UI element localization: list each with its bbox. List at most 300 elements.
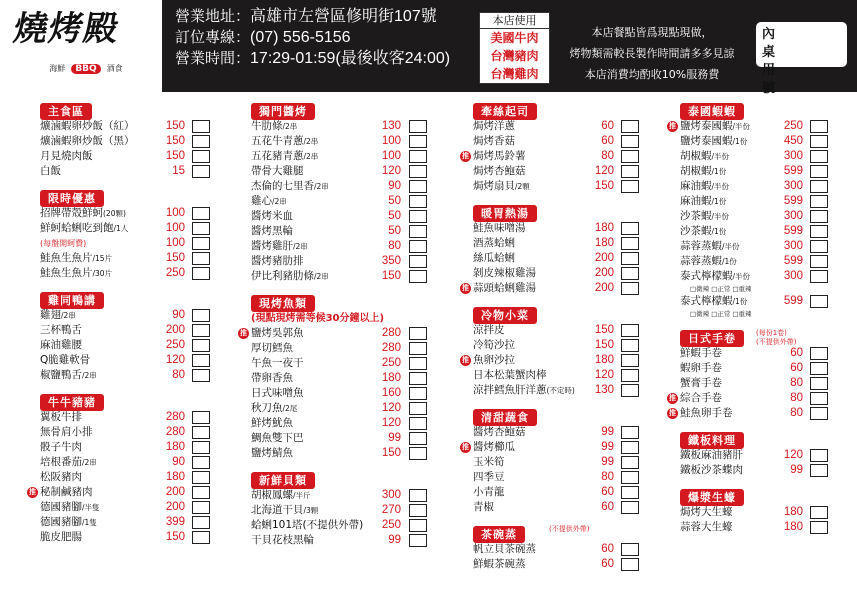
item-price: 250 — [165, 339, 185, 351]
menu-item — [251, 149, 431, 164]
item-name-text: 青椒 — [473, 501, 494, 513]
stamp-line: 台灣豬肉 — [490, 49, 539, 63]
item-name-text: 醬烤豬肋排 — [251, 255, 304, 267]
item-name — [40, 455, 97, 470]
spice-options[interactable]: □微辣 □正常 □重辣 — [690, 310, 752, 318]
logo-tagline — [16, 63, 156, 74]
menu-item — [251, 416, 431, 431]
item-portion: /2串 — [293, 242, 308, 251]
quantity-box[interactable] — [621, 558, 639, 571]
menu-item — [40, 323, 215, 338]
item-price: 80 — [601, 150, 614, 162]
quantity-box[interactable] — [409, 270, 427, 283]
logo-right: 酒食 — [106, 64, 123, 73]
item-name-text: 胡椒蝦 — [680, 165, 712, 177]
quantity-box[interactable] — [810, 210, 828, 223]
quantity-box[interactable] — [621, 456, 639, 469]
menu-item — [473, 134, 643, 149]
menu-item — [40, 368, 215, 383]
menu-item — [680, 194, 832, 209]
item-name — [251, 254, 304, 269]
item-name — [40, 164, 61, 179]
quantity-box[interactable] — [409, 225, 427, 238]
quantity-box[interactable] — [192, 471, 210, 484]
item-name — [473, 338, 515, 353]
section-header — [680, 429, 832, 448]
item-name — [251, 341, 293, 356]
notice-line: 本店餐點皆爲現點現做， — [591, 26, 713, 39]
section-header — [473, 202, 643, 221]
item-name-text: 沙茶蝦 — [680, 225, 712, 237]
quantity-box[interactable] — [192, 339, 210, 352]
item-price: 300 — [783, 240, 803, 252]
category-title: 冷物小菜 — [473, 307, 537, 324]
quantity-box[interactable] — [192, 207, 210, 220]
item-name-text: 五花豬青蔥 — [251, 150, 304, 162]
item-price: 399 — [165, 516, 185, 528]
item-price: 130 — [594, 384, 614, 396]
quantity-box[interactable] — [192, 516, 210, 529]
item-price: 60 — [601, 543, 614, 555]
quantity-box[interactable] — [409, 357, 427, 370]
item-name-text: 綜合手卷 — [680, 392, 722, 404]
quantity-box[interactable] — [409, 327, 427, 340]
item-price: 250 — [381, 519, 401, 531]
item-name-text: 蒜蓉大生蠔 — [680, 521, 733, 533]
item-name — [40, 440, 82, 455]
item-portion: /2串 — [61, 311, 76, 320]
quantity-box[interactable] — [810, 449, 828, 462]
recommended-badge: 推 — [240, 329, 247, 337]
item-price: 100 — [165, 222, 185, 234]
menu-item — [251, 503, 431, 518]
quantity-box[interactable] — [810, 240, 828, 253]
section-header — [473, 304, 643, 323]
quantity-box[interactable] — [810, 270, 828, 283]
menu-item — [462, 149, 643, 164]
item-name-text: 伊比利豬肋條 — [251, 270, 314, 282]
section-gap — [680, 478, 832, 486]
item-portion: /2尾 — [282, 404, 298, 413]
quantity-box[interactable] — [621, 426, 639, 439]
item-price: 90 — [172, 309, 185, 321]
quantity-box[interactable] — [192, 441, 210, 454]
item-price: 300 — [783, 270, 803, 282]
item-name-text: 焗烤洋蔥 — [473, 120, 515, 132]
phone-number: (07) 556-5156 — [250, 29, 351, 46]
menu-item — [473, 485, 643, 500]
spice-options[interactable]: □微辣 □正常 □重辣 — [690, 285, 752, 293]
quantity-box[interactable] — [192, 486, 210, 499]
item-portion: /2串 — [314, 182, 329, 191]
menu-item — [251, 371, 431, 386]
item-name-text: 鹽烤泰國蝦 — [680, 135, 733, 147]
notice-line: 本店消費均酌收10%服務費 — [584, 68, 720, 81]
quantity-box[interactable] — [621, 324, 639, 337]
item-name-text: 帶卵香魚 — [251, 372, 293, 384]
quantity-box[interactable] — [621, 120, 639, 133]
quantity-box[interactable] — [409, 489, 427, 502]
item-price: 150 — [165, 120, 185, 132]
quantity-box[interactable] — [409, 180, 427, 193]
menu-item — [680, 134, 832, 149]
menu-item — [680, 520, 832, 535]
quantity-box[interactable] — [409, 135, 427, 148]
item-name-text: 胡椒鳳螺 — [251, 489, 293, 501]
category-title: 新鮮貝類 — [251, 472, 315, 489]
menu-item — [680, 209, 832, 224]
item-name — [473, 179, 530, 194]
item-name-text: 醬烤米血 — [251, 210, 293, 222]
item-price: 99 — [601, 456, 614, 468]
item-price: 150 — [165, 252, 185, 264]
quantity-box[interactable] — [621, 486, 639, 499]
section-header — [680, 327, 832, 346]
item-price: 180 — [594, 354, 614, 366]
item-name-text: 鮭魚生魚片 — [40, 252, 93, 264]
item-price: 99 — [601, 441, 614, 453]
menu-item — [680, 179, 832, 194]
item-portion: /1隻 — [82, 518, 97, 527]
item-name — [473, 236, 515, 251]
item-name-text: 雞翅 — [40, 309, 61, 321]
item-price: 180 — [381, 372, 401, 384]
menu-item — [40, 353, 215, 368]
item-name — [251, 533, 314, 548]
category-title: 日式手卷 — [680, 330, 744, 347]
item-name-text: 三杯鴨舌 — [40, 324, 82, 336]
item-name — [473, 485, 505, 500]
item-name — [40, 221, 128, 236]
item-price: 300 — [783, 150, 803, 162]
section-gap — [40, 281, 215, 289]
item-name-text: 蟹膏手卷 — [680, 377, 722, 389]
item-price: 130 — [381, 120, 401, 132]
quantity-box[interactable] — [810, 165, 828, 178]
quantity-box[interactable] — [621, 543, 639, 556]
quantity-box[interactable] — [192, 135, 210, 148]
quantity-box[interactable] — [621, 237, 639, 250]
item-price: 100 — [165, 237, 185, 249]
item-name-text: 沙茶蝦 — [680, 210, 712, 222]
menu-item — [40, 134, 215, 149]
quantity-box[interactable] — [810, 407, 828, 420]
quantity-box[interactable] — [810, 295, 828, 308]
item-name — [251, 239, 308, 254]
quantity-box[interactable] — [810, 464, 828, 477]
item-name — [680, 119, 750, 134]
section-gap — [473, 398, 643, 406]
quantity-box[interactable] — [409, 387, 427, 400]
item-name — [473, 542, 536, 557]
item-name-text: 無骨肩小排 — [40, 426, 93, 438]
item-portion: (不定時) — [546, 386, 575, 395]
item-name — [251, 356, 304, 371]
quantity-box[interactable] — [192, 369, 210, 382]
quantity-box[interactable] — [810, 347, 828, 360]
menu-item — [473, 236, 643, 251]
item-name — [251, 488, 311, 503]
item-name-text: 秋刀魚 — [251, 402, 283, 414]
quantity-box[interactable] — [409, 195, 427, 208]
item-price: 250 — [165, 267, 185, 279]
category-title: 現烤魚類 — [251, 295, 315, 312]
quantity-box[interactable] — [192, 531, 210, 544]
menu-item — [680, 361, 832, 376]
item-name — [473, 323, 505, 338]
section-header — [473, 523, 643, 542]
menu-item — [473, 119, 643, 134]
item-portion: /1份 — [722, 257, 737, 266]
section-gap — [473, 194, 643, 202]
recommended-badge: 推 — [462, 284, 469, 292]
section-gap — [251, 284, 431, 292]
quantity-box[interactable] — [810, 180, 828, 193]
item-price: 270 — [381, 504, 401, 516]
menu-item — [251, 239, 431, 254]
stamp-line: 台灣雞肉 — [490, 67, 539, 81]
item-portion: /2串 — [303, 137, 319, 146]
quantity-box[interactable] — [192, 222, 210, 235]
quantity-box[interactable] — [810, 506, 828, 519]
item-name-text: 剝皮辣椒雞湯 — [473, 267, 536, 279]
item-price: 90 — [388, 180, 401, 192]
recommended-badge: 推 — [462, 152, 469, 160]
table-number-box[interactable] — [756, 22, 847, 96]
quantity-box[interactable] — [810, 195, 828, 208]
quantity-box[interactable] — [409, 210, 427, 223]
quantity-box[interactable] — [192, 309, 210, 322]
quantity-box[interactable] — [192, 456, 210, 469]
item-name — [40, 530, 82, 545]
item-name — [40, 515, 97, 530]
item-name — [473, 500, 494, 515]
quantity-box[interactable] — [621, 354, 639, 367]
item-name-text: 絲瓜蛤蜊 — [473, 252, 515, 264]
item-price: 120 — [381, 417, 401, 429]
quantity-box[interactable] — [409, 504, 427, 517]
quantity-box[interactable] — [409, 165, 427, 178]
item-portion: /2串 — [282, 122, 298, 131]
item-name-text: 泰式檸檬蝦 — [680, 295, 733, 307]
quantity-box[interactable] — [810, 362, 828, 375]
menu-item — [40, 470, 215, 485]
item-price: 599 — [783, 295, 803, 307]
quantity-box[interactable] — [192, 426, 210, 439]
quantity-box[interactable] — [409, 432, 427, 445]
item-price: 80 — [601, 471, 614, 483]
quantity-box[interactable] — [192, 501, 210, 514]
menu-item — [251, 401, 431, 416]
quantity-box[interactable] — [192, 267, 210, 280]
menu-item — [40, 221, 215, 236]
item-name — [40, 338, 82, 353]
quantity-box[interactable] — [621, 150, 639, 163]
quantity-box[interactable] — [192, 324, 210, 337]
item-name-text: 脆皮肥腸 — [40, 531, 82, 543]
menu-item — [40, 425, 215, 440]
item-name-text: 鮭魚卵手卷 — [680, 407, 733, 419]
item-price: 599 — [783, 225, 803, 237]
quantity-box[interactable] — [409, 120, 427, 133]
quantity-box[interactable] — [621, 501, 639, 514]
item-portion: /1人 — [113, 224, 129, 233]
quantity-box[interactable] — [409, 342, 427, 355]
quantity-box[interactable] — [409, 372, 427, 385]
quantity-box[interactable] — [192, 252, 210, 265]
item-price: 80 — [790, 377, 803, 389]
item-name — [680, 239, 740, 254]
menu-item — [40, 236, 215, 251]
item-name-text: 蒜蓉蒸蝦 — [680, 255, 722, 267]
item-name-text: 鮭魚味噌湯 — [473, 222, 526, 234]
item-name-text: 酒蒸蛤蜊 — [473, 237, 515, 249]
item-name-text: 培根番茄 — [40, 456, 82, 468]
item-name-text: 五花牛青蔥 — [251, 135, 304, 147]
quantity-box[interactable] — [409, 519, 427, 532]
quantity-box[interactable] — [810, 521, 828, 534]
quantity-box[interactable] — [621, 252, 639, 265]
quantity-box[interactable] — [192, 237, 210, 250]
item-price: 100 — [381, 135, 401, 147]
logo-title: 燒烤殿 — [10, 9, 123, 49]
item-name — [40, 119, 135, 134]
quantity-box[interactable] — [810, 135, 828, 148]
item-name — [251, 386, 304, 401]
item-name-text: 蒜頭蛤蜊雞湯 — [473, 282, 536, 294]
quantity-box[interactable] — [621, 282, 639, 295]
item-price: 150 — [165, 531, 185, 543]
item-name-text: 德國豬腳 — [40, 516, 82, 528]
item-name — [251, 224, 293, 239]
item-portion: /2串 — [303, 152, 319, 161]
item-name-text: 焗烤杏鮑菇 — [473, 165, 526, 177]
table-number-label: 內桌用號 — [762, 27, 776, 96]
item-name-text: 秘制鹹豬肉 — [40, 486, 93, 498]
quantity-box[interactable] — [409, 240, 427, 253]
quantity-box[interactable] — [810, 225, 828, 238]
item-price: 150 — [381, 270, 401, 282]
item-price: 120 — [594, 165, 614, 177]
menu-item — [680, 149, 832, 164]
menu-item — [669, 119, 832, 134]
item-name-text: 焗烤大生蠔 — [680, 506, 733, 518]
quantity-box[interactable] — [621, 384, 639, 397]
item-name-text: 鹽烤鯖魚 — [251, 447, 293, 459]
menu-item — [251, 254, 431, 269]
quantity-box[interactable] — [621, 165, 639, 178]
item-name-text: 鮮蝦手卷 — [680, 347, 722, 359]
quantity-box[interactable] — [621, 180, 639, 193]
quantity-box[interactable] — [621, 135, 639, 148]
item-portion: /半份 — [711, 182, 730, 191]
hours-label: 營業時間： — [175, 49, 251, 67]
quantity-box[interactable] — [409, 417, 427, 430]
item-name-text: 泰式檸檬蝦 — [680, 270, 733, 282]
item-price: 200 — [165, 486, 185, 498]
quantity-box[interactable] — [192, 150, 210, 163]
item-name-text: 爌滷蝦卵炒飯（黑） — [40, 135, 135, 147]
item-price: 60 — [601, 558, 614, 570]
recommended-badge: 推 — [669, 394, 676, 402]
quantity-box[interactable] — [621, 267, 639, 280]
item-name-text: Q脆雞軟骨 — [40, 354, 91, 366]
quantity-box[interactable] — [621, 369, 639, 382]
item-portion: /半份 — [711, 152, 730, 161]
item-price: 150 — [594, 180, 614, 192]
quantity-box[interactable] — [621, 441, 639, 454]
address-label: 營業地址： — [175, 7, 251, 25]
item-portion: /1份 — [711, 197, 727, 206]
quantity-box[interactable] — [409, 150, 427, 163]
quantity-box[interactable] — [409, 402, 427, 415]
item-name-text: 鮮烤魷魚 — [251, 417, 293, 429]
menu-item — [40, 308, 215, 323]
quantity-box[interactable] — [810, 392, 828, 405]
section-header — [473, 100, 643, 119]
item-price: 300 — [783, 210, 803, 222]
item-portion: /2顆 — [515, 182, 530, 191]
item-name-text: 醬烤櫛瓜 — [473, 441, 515, 453]
quantity-box[interactable] — [192, 411, 210, 424]
item-name-text: 焗烤扇貝 — [473, 180, 515, 192]
quantity-box[interactable] — [810, 255, 828, 268]
item-name-text: 德國豬腳 — [40, 501, 82, 513]
menu-item — [40, 500, 215, 515]
item-name — [680, 194, 726, 209]
quantity-box[interactable] — [192, 120, 210, 133]
item-name — [473, 119, 515, 134]
item-name-text: 鐵板麻油豬肝 — [680, 449, 743, 461]
quantity-box[interactable] — [409, 447, 427, 460]
quantity-box[interactable] — [810, 120, 828, 133]
item-name-text: 椒鹽鴨舌 — [40, 369, 82, 381]
menu-item — [40, 149, 215, 164]
section-header — [680, 100, 832, 119]
quantity-box[interactable] — [621, 339, 639, 352]
category-title: 牽絲起司 — [473, 103, 537, 120]
item-name — [251, 416, 293, 431]
item-name-text: 爌滷蝦卵炒飯（紅） — [40, 120, 135, 132]
item-price: 180 — [783, 521, 803, 533]
menu-item — [473, 179, 643, 194]
quantity-box[interactable] — [409, 534, 427, 547]
quantity-box[interactable] — [810, 150, 828, 163]
quantity-box[interactable] — [621, 471, 639, 484]
item-name-text: 蒜蓉蒸蝦 — [680, 240, 722, 252]
recommended-badge: 推 — [29, 488, 36, 496]
menu-item — [40, 164, 215, 179]
item-name — [40, 368, 97, 383]
quantity-box[interactable] — [621, 222, 639, 235]
quantity-box[interactable] — [409, 255, 427, 268]
item-name — [40, 470, 82, 485]
menu-item — [473, 455, 643, 470]
quantity-box[interactable] — [192, 354, 210, 367]
quantity-box[interactable] — [192, 165, 210, 178]
item-price: 350 — [381, 255, 401, 267]
item-price: 100 — [165, 207, 185, 219]
menu-column-4 — [669, 100, 832, 535]
item-price: 60 — [601, 135, 614, 147]
recommended-badge: 推 — [462, 356, 469, 364]
item-name — [473, 440, 515, 455]
item-name-text: 醬烤杏鮑菇 — [473, 426, 526, 438]
item-name-text: 骰子牛肉 — [40, 441, 82, 453]
quantity-box[interactable] — [810, 377, 828, 390]
phone-label: 訂位專線： — [175, 28, 251, 46]
item-name — [473, 455, 505, 470]
